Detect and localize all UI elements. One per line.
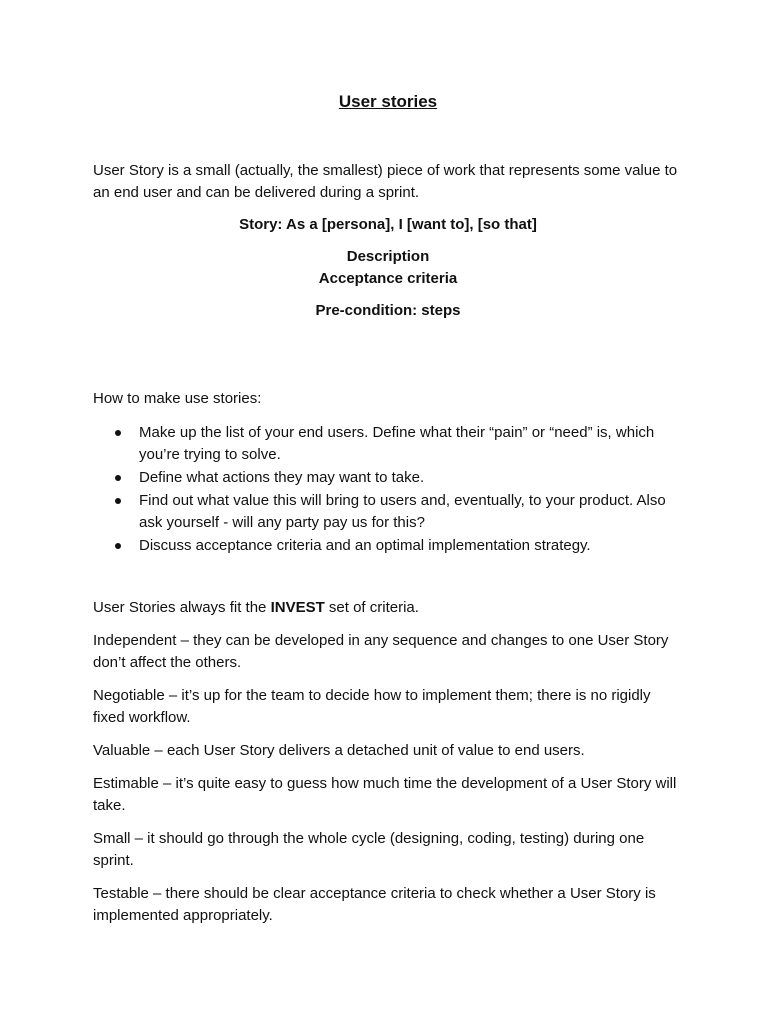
bullet-text: Discuss acceptance criteria and an optimal implementation strategy. xyxy=(139,537,591,554)
page-title: User stories xyxy=(338,92,438,111)
criterion-valuable: Valuable – each User Story delivers a detached unit of value to end users. xyxy=(93,742,585,759)
bullet-item xyxy=(93,535,683,557)
precondition-heading: Pre-condition: steps xyxy=(315,302,461,319)
bullet-text: Define what actions they may want to take. xyxy=(139,469,425,486)
intro-paragraph: User Story is a small (actually, the smallest) piece of work that represents some value to an end user and can be delivered during a sprint. xyxy=(93,162,678,201)
howto-bullet-list xyxy=(93,422,683,557)
criterion-testable: Testable – there should be clear acceptance criteria to check whether a User Story is implemented appropriately. xyxy=(93,885,656,924)
bullet-item xyxy=(93,490,683,534)
bullet-icon xyxy=(115,498,121,504)
acceptance-criteria-heading: Acceptance criteria xyxy=(318,270,458,287)
bullet-icon xyxy=(115,430,121,436)
criterion-negotiable: Negotiable – it’s up for the team to decide how to implement them; there is no rigidly fixed workflow. xyxy=(93,687,651,726)
bullet-text: Make up the list of your end users. Define what their “pain” or “need” is, which you’re trying to solve. xyxy=(139,424,655,463)
invest-suffix: set of criteria. xyxy=(324,599,419,616)
description-heading: Description xyxy=(346,248,430,265)
story-template-line: Story: As a [persona], I [want to], [so that] xyxy=(239,216,537,233)
bullet-icon xyxy=(115,543,121,549)
howto-heading: How to make use stories: xyxy=(93,390,262,407)
bullet-icon xyxy=(115,475,121,481)
criterion-small: Small – it should go through the whole cycle (designing, coding, testing) during one sprint. xyxy=(93,830,645,869)
criterion-estimable: Estimable – it’s quite easy to guess how much time the development of a User Story will take. xyxy=(93,775,677,814)
document-page xyxy=(93,88,683,927)
invest-paragraph xyxy=(93,597,683,619)
bullet-item xyxy=(93,467,683,489)
invest-keyword: INVEST xyxy=(270,599,325,616)
criterion-independent: Independent – they can be developed in any sequence and changes to one User Story don’t affect the others. xyxy=(93,632,669,671)
bullet-item xyxy=(93,422,683,466)
bullet-text: Find out what value this will bring to users and, eventually, to your product. Also ask yourself - will any party pay us for this? xyxy=(139,492,666,531)
invest-prefix: User Stories always fit the xyxy=(93,599,271,616)
